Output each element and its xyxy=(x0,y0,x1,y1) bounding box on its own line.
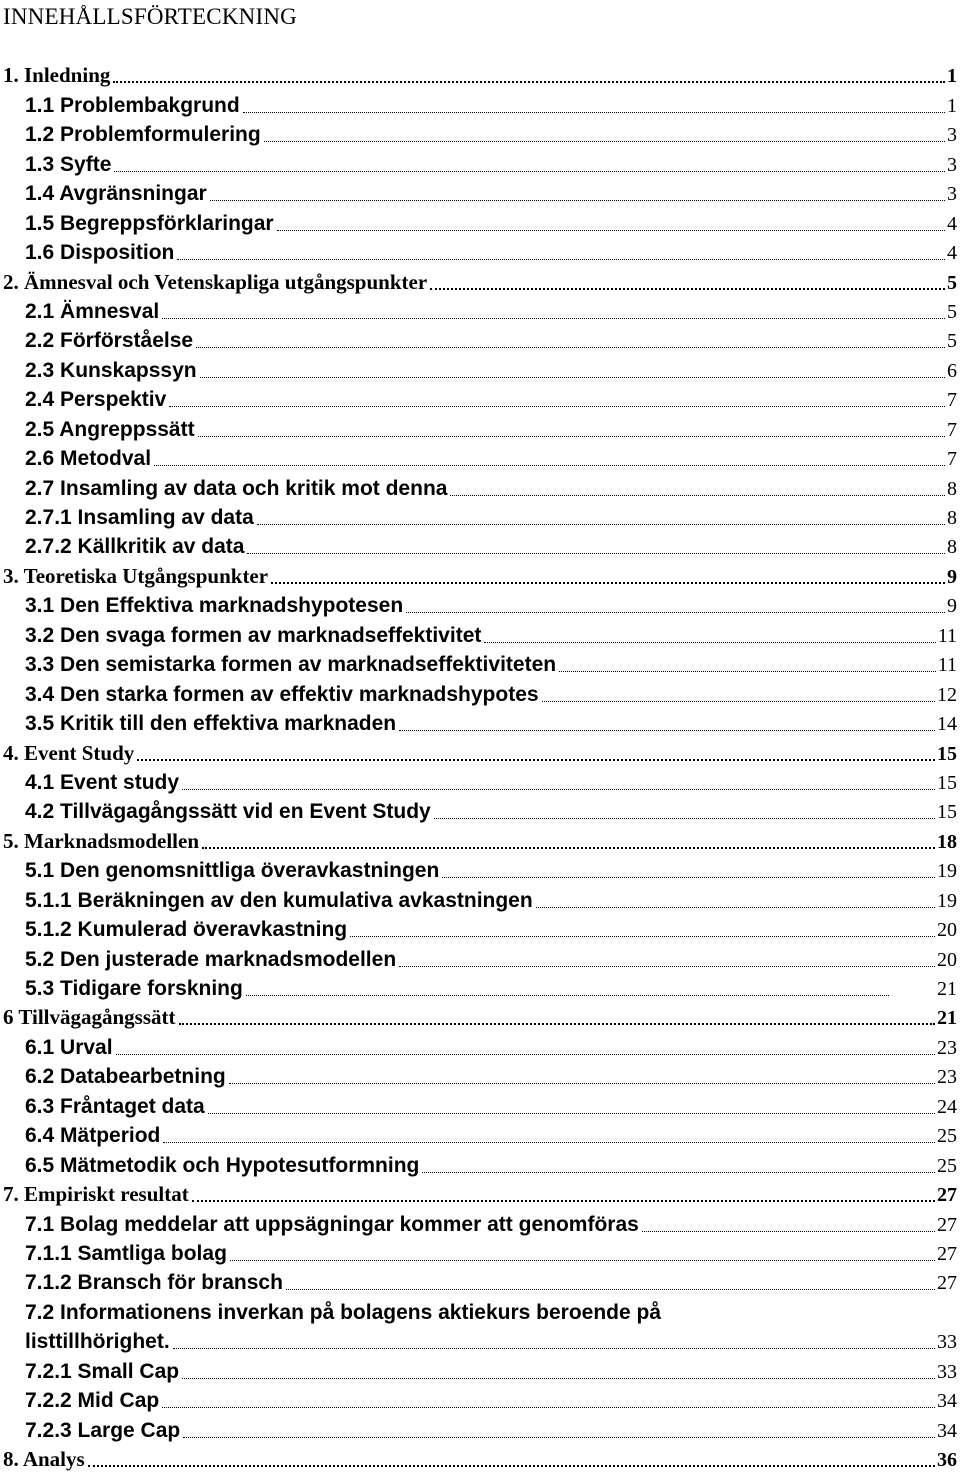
toc-entry-line xyxy=(0,1123,960,1152)
toc-entry-line xyxy=(0,622,960,651)
toc-entry-label: 5. Marknadsmodellen xyxy=(3,828,200,853)
toc-entry-label: 6.5 Mätmetodik och Hypotesutformning xyxy=(25,1153,420,1177)
toc-entry-label: 6.4 Mätperiod xyxy=(25,1124,161,1148)
toc-entry-line xyxy=(0,357,960,386)
toc-entry-line xyxy=(0,1005,960,1034)
toc-entry-line xyxy=(0,887,960,916)
toc-entry-label: 6.1 Urval xyxy=(25,1035,113,1059)
toc-entry-label: 4.2 Tillvägagångssätt vid en Event Study xyxy=(25,800,431,824)
toc-page-number: 19 xyxy=(937,889,957,912)
toc-entry-line xyxy=(0,269,960,298)
dot-leader xyxy=(113,81,945,83)
toc-section-entry[interactable] xyxy=(0,1123,960,1152)
toc-page-number: 27 xyxy=(937,1272,957,1295)
toc-section-entry[interactable] xyxy=(0,240,960,269)
dot-leader xyxy=(210,200,945,201)
dot-leader xyxy=(399,730,935,731)
toc-section-entry[interactable] xyxy=(0,328,960,357)
toc-page-number: 34 xyxy=(937,1419,957,1442)
toc-entry-label: 1.4 Avgränsningar xyxy=(25,182,207,206)
toc-section-entry[interactable] xyxy=(0,446,960,475)
dot-leader xyxy=(202,847,935,849)
toc-entry-line xyxy=(0,593,960,622)
toc-entry-label: 7.2.3 Large Cap xyxy=(25,1418,181,1442)
dot-leader xyxy=(88,1465,935,1467)
toc-entry-label: 3.5 Kritik till den effektiva marknaden xyxy=(25,712,397,736)
toc-entry-label: 7.1 Bolag meddelar att uppsägningar kommer att genomföras xyxy=(25,1212,639,1236)
toc-section-entry[interactable] xyxy=(0,210,960,239)
toc-section-entry[interactable] xyxy=(0,799,960,828)
toc-page-number: 8 xyxy=(947,477,957,500)
toc-page-number: 5 xyxy=(947,271,957,294)
dot-leader xyxy=(114,171,945,172)
toc-section-entry[interactable] xyxy=(0,887,960,916)
dot-leader xyxy=(246,995,889,996)
dot-leader xyxy=(229,1083,935,1084)
toc-entry-line xyxy=(0,1329,960,1358)
toc-entry-label: 5.1.1 Beräkningen av den kumulativa avkastningen xyxy=(25,888,533,912)
dot-leader xyxy=(177,259,945,260)
toc-entry-line xyxy=(0,946,960,975)
toc-page-number: 7 xyxy=(947,448,957,471)
dot-leader xyxy=(163,1142,935,1143)
toc-entry-line xyxy=(0,652,960,681)
toc-section-entry[interactable] xyxy=(0,92,960,121)
toc-entry-line xyxy=(0,711,960,740)
toc-entry-line xyxy=(0,1388,960,1417)
dot-leader xyxy=(116,1054,935,1055)
toc-page-number: 3 xyxy=(947,183,957,206)
toc-page-number: 15 xyxy=(937,742,957,765)
toc-chapter-entry[interactable] xyxy=(0,269,960,298)
dot-leader xyxy=(442,877,935,878)
dot-leader xyxy=(192,1200,935,1202)
toc-entry-label: 8. Analys xyxy=(3,1447,85,1472)
toc-entry-line xyxy=(0,740,960,769)
dot-leader xyxy=(179,1023,935,1025)
toc-entry-line xyxy=(0,1064,960,1093)
dot-leader xyxy=(350,936,935,937)
dot-leader xyxy=(208,1113,935,1114)
toc-page-number: 27 xyxy=(937,1242,957,1265)
toc-section-entry[interactable] xyxy=(0,711,960,740)
toc-entry-first-line xyxy=(0,1299,960,1328)
toc-section-entry[interactable] xyxy=(0,357,960,386)
toc-entry-line xyxy=(0,1093,960,1122)
toc-page-number: 27 xyxy=(937,1213,957,1236)
toc-entry-label: 2.1 Ämnesval xyxy=(25,299,160,323)
toc-page-number: 27 xyxy=(937,1184,957,1207)
toc-section-entry[interactable] xyxy=(0,1211,960,1240)
toc-entry-line xyxy=(0,828,960,857)
toc-page-number: 18 xyxy=(937,830,957,853)
toc-entry-line xyxy=(0,475,960,504)
toc-entry-label: 5.1 Den genomsnittliga överavkastningen xyxy=(25,859,440,883)
toc-entry-line xyxy=(0,1152,960,1181)
toc-section-entry[interactable] xyxy=(0,946,960,975)
toc-page-number: 11 xyxy=(937,624,957,647)
dot-leader xyxy=(434,818,935,819)
toc-section-entry[interactable] xyxy=(0,1152,960,1181)
dot-leader xyxy=(200,377,945,378)
toc-page-number: 4 xyxy=(947,212,957,235)
toc-entry-line xyxy=(0,181,960,210)
toc-section-entry[interactable] xyxy=(0,1093,960,1122)
toc-section-entry[interactable] xyxy=(0,475,960,504)
toc-page-number: 5 xyxy=(947,330,957,353)
toc-entry-line xyxy=(0,917,960,946)
toc-section-entry[interactable] xyxy=(0,917,960,946)
toc-entry-label: 3.4 Den starka formen av effektiv marknadshypotes xyxy=(25,682,539,706)
toc-entry-line xyxy=(0,505,960,534)
toc-entry-label: 2.5 Angreppssätt xyxy=(25,417,195,441)
toc-entry-line xyxy=(0,534,960,563)
toc-section-entry[interactable] xyxy=(0,122,960,151)
toc-page-number: 15 xyxy=(937,801,957,824)
toc-page-number: 4 xyxy=(947,242,957,265)
toc-entry-label: 2.4 Perspektiv xyxy=(25,388,167,412)
toc-entry-label: 3.2 Den svaga formen av marknadseffektivitet xyxy=(25,623,482,647)
toc-page-number: 11 xyxy=(937,654,957,677)
toc-entry-label: 2.7.1 Insamling av data xyxy=(25,506,254,529)
toc-page-number: 24 xyxy=(937,1095,957,1118)
dot-leader xyxy=(162,318,945,319)
toc-page-number: 8 xyxy=(947,507,957,529)
toc-page-number: 23 xyxy=(937,1036,957,1059)
toc-page-number: 14 xyxy=(937,713,957,736)
toc-page-number: 12 xyxy=(937,683,957,706)
toc-entry-line xyxy=(0,240,960,269)
toc-section-entry[interactable] xyxy=(0,1388,960,1417)
toc-section-entry[interactable] xyxy=(0,1299,960,1358)
toc-section-entry[interactable] xyxy=(0,151,960,180)
toc-entry-line xyxy=(0,1034,960,1063)
dot-leader xyxy=(137,759,935,761)
toc-entry-label: 2.7.2 Källkritik av data xyxy=(25,535,245,559)
dot-leader xyxy=(286,1289,935,1290)
toc-title: INNEHÅLLSFÖRTECKNING xyxy=(3,4,297,29)
toc-section-entry[interactable] xyxy=(0,505,960,534)
dot-leader xyxy=(182,789,935,790)
toc-entry-line xyxy=(0,1417,960,1446)
toc-section-entry[interactable] xyxy=(0,181,960,210)
toc-page-number: 20 xyxy=(937,919,957,942)
toc-page-number: 33 xyxy=(937,1360,957,1383)
dot-leader xyxy=(169,406,945,407)
toc-section-entry[interactable] xyxy=(0,387,960,416)
toc-section-entry[interactable] xyxy=(0,858,960,887)
toc-entry-line xyxy=(0,299,960,328)
toc-entry-line xyxy=(0,416,960,445)
toc-section-entry[interactable] xyxy=(0,1064,960,1093)
dot-leader xyxy=(277,230,945,231)
toc-entry-label: 5.2 Den justerade marknadsmodellen xyxy=(25,947,397,971)
toc-entry-label: 7.2 Informationens inverkan på bolagens aktiekurs beroende på xyxy=(25,1300,662,1324)
toc-entry-line xyxy=(0,563,960,592)
toc-page-number: 9 xyxy=(947,595,957,618)
toc-entry-label: 2.6 Metodval xyxy=(25,447,152,471)
toc-page-number: 5 xyxy=(947,300,957,323)
toc-page-number: 19 xyxy=(937,860,957,883)
toc-entry-label: 7. Empiriskt resultat xyxy=(3,1182,189,1207)
toc-entry-label: 2.7 Insamling av data och kritik mot denna xyxy=(25,476,448,500)
toc-chapter-entry[interactable] xyxy=(0,563,960,592)
toc-entry-label: 3.1 Den Effektiva marknadshypotesen xyxy=(25,594,404,618)
toc-section-entry[interactable] xyxy=(0,416,960,445)
toc-entry-line xyxy=(0,387,960,416)
toc-page-number: 7 xyxy=(947,418,957,441)
toc-entry-line xyxy=(0,1447,960,1476)
toc-entry-label: 7.2.2 Mid Cap xyxy=(25,1389,160,1413)
toc-entry-line xyxy=(0,122,960,151)
toc-chapter-entry[interactable] xyxy=(0,828,960,857)
toc-page-number: 21 xyxy=(937,1007,957,1030)
toc-entry-line xyxy=(0,681,960,710)
toc-entry-label: 6 Tillvägagångssätt xyxy=(3,1005,176,1030)
dot-leader xyxy=(559,671,936,672)
dot-leader xyxy=(406,612,945,613)
toc-section-entry[interactable] xyxy=(0,652,960,681)
toc-entry-label: 1.2 Problemformulering xyxy=(25,123,261,147)
toc-page-number: 20 xyxy=(937,948,957,971)
toc-section-entry[interactable] xyxy=(0,770,960,799)
dot-leader xyxy=(484,642,935,643)
toc-entry-label: 7.1.1 Samtliga bolag xyxy=(25,1241,227,1265)
dot-leader xyxy=(430,288,945,290)
toc-entry-label: 2.2 Förförståelse xyxy=(25,329,194,353)
dot-leader xyxy=(247,553,945,554)
toc-entry-line xyxy=(0,210,960,239)
toc-list xyxy=(0,63,960,1476)
toc-section-entry[interactable] xyxy=(0,299,960,328)
toc-entry-line xyxy=(0,1211,960,1240)
toc-page-number: 6 xyxy=(947,359,957,382)
dot-leader xyxy=(271,582,945,584)
toc-entry-line xyxy=(0,770,960,799)
toc-entry-line xyxy=(0,799,960,828)
toc-chapter-entry[interactable] xyxy=(0,63,960,92)
toc-page-number: 3 xyxy=(947,153,957,176)
toc-entry-line xyxy=(0,328,960,357)
dot-leader xyxy=(536,907,935,908)
toc-entry-line xyxy=(0,976,960,1005)
toc-entry-line xyxy=(0,1241,960,1270)
dot-leader xyxy=(154,465,945,466)
toc-entry-line xyxy=(0,92,960,121)
toc-entry-label: 5.1.2 Kumulerad överavkastning xyxy=(25,918,348,942)
toc-chapter-entry[interactable] xyxy=(0,1182,960,1211)
dot-leader xyxy=(450,495,945,496)
toc-page-number: 34 xyxy=(937,1390,957,1413)
toc-entry-label: 1.3 Syfte xyxy=(25,152,112,176)
dot-leader xyxy=(243,112,945,113)
toc-page-number: 36 xyxy=(937,1449,957,1472)
toc-page-number: 33 xyxy=(937,1331,957,1354)
dot-leader xyxy=(257,524,945,525)
toc-page-number: 25 xyxy=(937,1125,957,1148)
dot-leader xyxy=(642,1231,935,1232)
toc-page-number: 8 xyxy=(947,536,957,559)
dot-leader xyxy=(264,141,945,142)
toc-page-number: 1 xyxy=(947,65,957,88)
toc-page-number: 1 xyxy=(947,94,957,117)
toc-entry-label: 1.1 Problembakgrund xyxy=(25,93,240,117)
toc-entry-label: 4. Event Study xyxy=(3,740,135,765)
toc-entry-label-continued: listtillhörighet. xyxy=(25,1330,170,1354)
toc-entry-label: 3.3 Den semistarka formen av marknadseffektiviteten xyxy=(25,653,557,677)
dot-leader xyxy=(183,1437,935,1438)
toc-section-entry[interactable] xyxy=(0,622,960,651)
toc-page-number: 3 xyxy=(947,124,957,147)
toc-entry-label: 4.1 Event study xyxy=(25,770,180,794)
toc-section-entry[interactable] xyxy=(0,1034,960,1063)
dot-leader xyxy=(173,1348,935,1349)
toc-section-entry[interactable] xyxy=(0,534,960,563)
toc-entry-line xyxy=(0,1358,960,1387)
toc-chapter-entry[interactable] xyxy=(0,1447,960,1476)
toc-entry-label: 1. Inledning xyxy=(3,63,111,88)
dot-leader xyxy=(162,1407,935,1408)
toc-entry-label: 1.5 Begreppsförklaringar xyxy=(25,211,274,235)
dot-leader xyxy=(399,966,935,967)
toc-entry-line xyxy=(0,858,960,887)
toc-section-entry[interactable] xyxy=(0,1270,960,1299)
dot-leader xyxy=(230,1260,935,1261)
toc-section-entry[interactable] xyxy=(0,976,960,1005)
dot-leader xyxy=(196,347,945,348)
toc-chapter-entry[interactable] xyxy=(0,740,960,769)
toc-section-entry[interactable] xyxy=(0,1417,960,1446)
toc-chapter-entry[interactable] xyxy=(0,1005,960,1034)
toc-page-number: 7 xyxy=(947,389,957,412)
toc-entry-line xyxy=(0,1270,960,1299)
dot-leader xyxy=(182,1378,935,1379)
toc-section-entry[interactable] xyxy=(0,1241,960,1270)
toc-page-number: 9 xyxy=(947,565,957,588)
dot-leader xyxy=(198,436,945,437)
toc-entry-label: 6.3 Fråntaget data xyxy=(25,1094,205,1118)
toc-entry-line xyxy=(0,1182,960,1211)
toc-entry-label: 1.6 Disposition xyxy=(25,241,175,265)
toc-section-entry[interactable] xyxy=(0,593,960,622)
toc-entry-line xyxy=(0,151,960,180)
toc-entry-label: 5.3 Tidigare forskning xyxy=(25,977,243,1000)
toc-entry-label: 7.2.1 Small Cap xyxy=(25,1359,180,1383)
toc-entry-label: 2.3 Kunskapssyn xyxy=(25,358,197,382)
toc-entry-label: 3. Teoretiska Utgångspunkter xyxy=(3,563,269,588)
toc-section-entry[interactable] xyxy=(0,681,960,710)
toc-entry-line xyxy=(0,446,960,475)
dot-leader xyxy=(422,1172,935,1173)
toc-page-number: 25 xyxy=(937,1154,957,1177)
dot-leader xyxy=(542,701,935,702)
toc-entry-label: 7.1.2 Bransch för bransch xyxy=(25,1271,283,1295)
toc-entry-label: 6.2 Databearbetning xyxy=(25,1065,226,1089)
toc-page-number: 23 xyxy=(937,1066,957,1089)
toc-section-entry[interactable] xyxy=(0,1358,960,1387)
toc-entry-label: 2. Ämnesval och Vetenskapliga utgångspunkter xyxy=(3,269,428,294)
toc-entry-line xyxy=(0,63,960,92)
toc-page-number: 21 xyxy=(937,978,957,1000)
toc-page-number: 15 xyxy=(937,771,957,794)
